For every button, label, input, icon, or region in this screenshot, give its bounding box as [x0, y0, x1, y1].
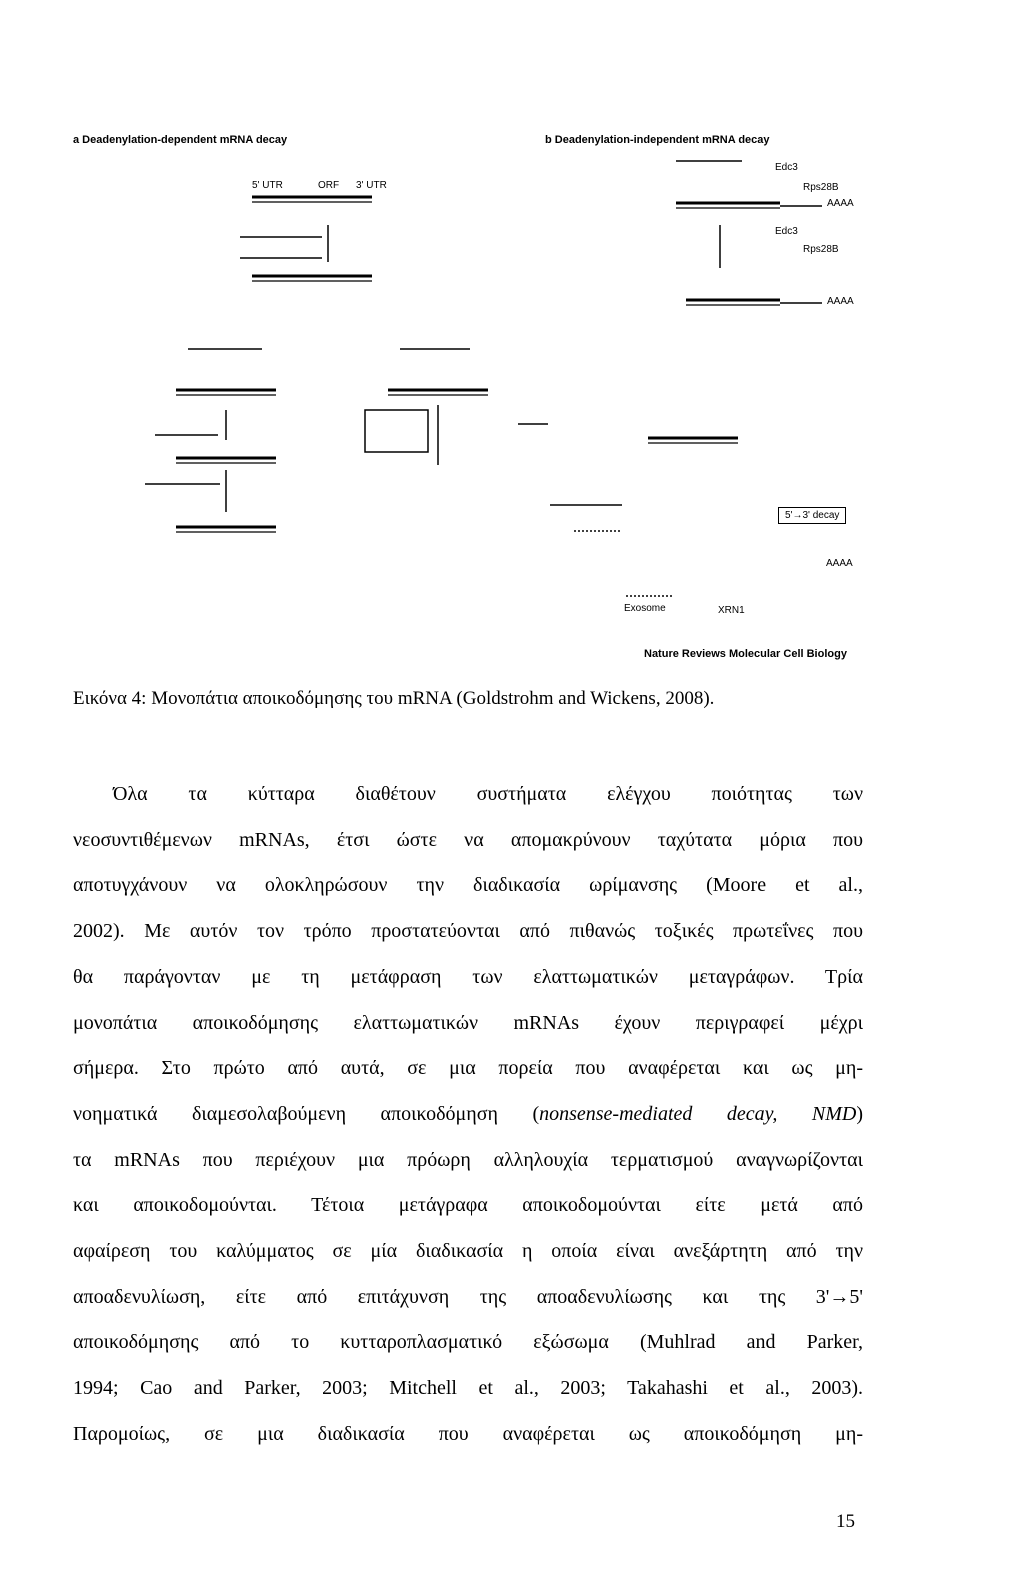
text-line: μονοπάτια αποικοδόμησης ελαττωματικών mRNAs έχουν περιγραφεί μέχρι — [73, 1011, 863, 1034]
text-line: αποικοδόμησης από το κυτταροπλασματικό εξώσωμα (Muhlrad and Parker, — [73, 1331, 863, 1354]
utr5-label: 5' UTR — [252, 180, 283, 191]
page-number: 15 — [836, 1511, 855, 1532]
body-paragraph — [73, 772, 863, 1458]
gene2-target-label: Rps28B — [803, 244, 839, 255]
text-line: 2002). Με αυτόν τον τρόπο προστατεύονται από πιθανώς τοξικές πρωτεΐνες που — [73, 920, 863, 943]
figure-mrna-decay — [0, 0, 1024, 680]
panel-b-title: b Deadenylation-independent mRNA decay — [545, 134, 770, 146]
text-line: Παρομοίως, σε μια διαδικασία που αναφέρεται ως αποικοδόμηση μη- — [73, 1422, 863, 1445]
text-line: αποαδενυλίωση, είτε από επιτάχυνση της αποαδενυλίωσης και της 3'→5' — [73, 1285, 863, 1308]
figure-caption: Εικόνα 4: Μονοπάτια αποικοδόμησης του mRNA (Goldstrohm and Wickens, 2008). — [73, 688, 715, 709]
text-line: και αποικοδομούνται. Τέτοια μετάγραφα αποικοδομούνται είτε μετά από — [73, 1194, 863, 1217]
nmd-term: nonsense-mediated decay, NMD — [539, 1102, 857, 1125]
text-line: τα mRNAs που περιέχουν μια πρόωρη αλληλουχία τερματισμού αναγνωρίζονται — [73, 1148, 863, 1171]
panel-a-title: a Deadenylation-dependent mRNA decay — [73, 134, 288, 146]
text-line: σήμερα. Στο πρώτο από αυτά, σε μια πορεία που αναφέρεται και ως μη- — [73, 1057, 863, 1080]
text-line: αποτυγχάνουν να ολοκληρώσουν την διαδικασία ωρίμανσης (Moore et al., — [73, 874, 863, 897]
gene2-label: Edc3 — [775, 226, 798, 237]
polya-label-1: AAAA — [827, 198, 854, 209]
text-line: θα παράγονταν με τη μετάφραση των ελαττωματικών μεταγράφων. Τρία — [73, 965, 863, 988]
text-line: αφαίρεση του καλύμματος σε μία διαδικασία η οποία είναι ανεξάρτητη από την — [73, 1240, 863, 1263]
text-line: νεοσυντιθέμενων mRNAs, έτσι ώστε να απομακρύνουν ταχύτατα μόρια που — [73, 828, 863, 851]
polya-label-2: AAAA — [827, 296, 854, 307]
gene1-label: Edc3 — [775, 162, 798, 173]
figure-credit: Nature Reviews Molecular Cell Biology — [644, 648, 847, 660]
utr3-label: 3' UTR — [356, 180, 387, 191]
polya-label-3: AAAA — [826, 558, 853, 569]
text-line-nmd: νοηματικά διαμεσολαβούμενη αποικοδόμηση (nonsense-mediated decay, NMD) — [73, 1102, 863, 1125]
exosome-label: Exosome — [624, 603, 666, 614]
text-line: Όλα τα κύτταρα διαθέτουν συστήματα ελέγχου ποιότητας των — [113, 783, 863, 805]
decay-box: 5'→3' decay — [778, 507, 846, 524]
orf-label: ORF — [318, 180, 340, 191]
text-line: 1994; Cao and Parker, 2003; Mitchell et al., 2003; Takahashi et al., 2003). — [73, 1377, 863, 1400]
gene1-target-label: Rps28B — [803, 182, 839, 193]
figure-drawing — [0, 0, 1024, 680]
xrn1-label: XRN1 — [718, 605, 745, 616]
